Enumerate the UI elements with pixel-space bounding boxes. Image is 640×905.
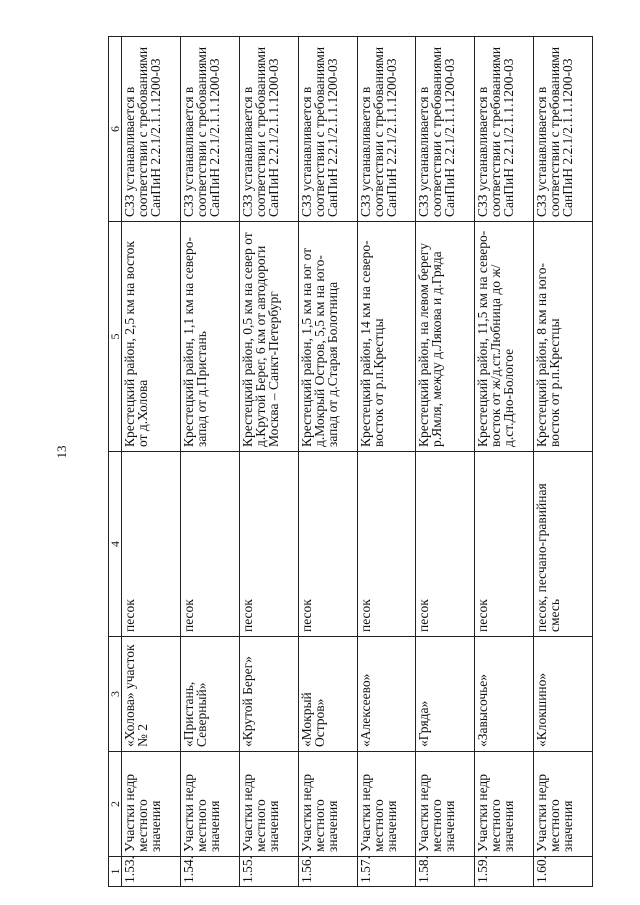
table-row [357,37,416,887]
rotated-table-container [108,37,593,887]
mineral-type: песок [475,452,534,637]
location: Крестецкий район, 14 км на северо-восток от р.п.Крестцы [357,222,416,452]
mineral-type: песок [298,452,357,637]
header-row [109,37,122,887]
row-number: 1.56. [298,857,357,887]
table-row [416,37,475,887]
table-row [298,37,357,887]
row-number: 1.59. [475,857,534,887]
row-number: 1.60. [534,857,593,887]
deposit-name: «Алексеево» [357,637,416,752]
location: Крестецкий район, 2,5 км на восток от д.Холова [122,222,181,452]
deposit-name: «Пристань, Северный» [180,637,239,752]
column-header: 3 [109,637,122,752]
sanitary-zone: СЗЗ устанавливается в соответствии с требованиями СанПиН 2.2.1/2.1.1.1200-03 [239,37,298,222]
object-type: Участки недр местного значения [122,752,181,857]
location: Крестецкий район, 0,5 км на север от д.Крутой Берег, 6 км от автодороги Москва – Санкт-Петербург [239,222,298,452]
object-type: Участки недр местного значения [298,752,357,857]
location: Крестецкий район, на левом берегу р.Ямля, между д.Лякова и д.Гряда [416,222,475,452]
table-row [534,37,593,887]
column-header: 5 [109,222,122,452]
sanitary-zone: СЗЗ устанавливается в соответствии с требованиями СанПиН 2.2.1/2.1.1.1200-03 [416,37,475,222]
table-row [180,37,239,887]
deposits-table [108,36,593,887]
mineral-type: песок [122,452,181,637]
row-number: 1.58. [416,857,475,887]
sanitary-zone: СЗЗ устанавливается в соответствии с требованиями СанПиН 2.2.1/2.1.1.1200-03 [475,37,534,222]
sanitary-zone: СЗЗ устанавливается в соответствии с требованиями СанПиН 2.2.1/2.1.1.1200-03 [122,37,181,222]
mineral-type: песок [239,452,298,637]
sanitary-zone: СЗЗ устанавливается в соответствии с требованиями СанПиН 2.2.1/2.1.1.1200-03 [180,37,239,222]
column-header: 6 [109,37,122,222]
mineral-type: песок [416,452,475,637]
object-type: Участки недр местного значения [416,752,475,857]
sanitary-zone: СЗЗ устанавливается в соответствии с требованиями СанПиН 2.2.1/2.1.1.1200-03 [534,37,593,222]
deposit-name: «Холова» участок № 2 [122,637,181,752]
location: Крестецкий район, 8 км на юго-восток от р.п.Крестцы [534,222,593,452]
sanitary-zone: СЗЗ устанавливается в соответствии с требованиями СанПиН 2.2.1/2.1.1.1200-03 [298,37,357,222]
mineral-type: песок, песчано-гравийная смесь [534,452,593,637]
table-row [122,37,181,887]
deposit-name: «Крутой Берег» [239,637,298,752]
table-row [239,37,298,887]
mineral-type: песок [180,452,239,637]
object-type: Участки недр местного значения [475,752,534,857]
row-number: 1.54. [180,857,239,887]
mineral-type: песок [357,452,416,637]
column-header: 1 [109,857,122,887]
row-number: 1.53. [122,857,181,887]
deposit-name: «Завысочье» [475,637,534,752]
object-type: Участки недр местного значения [534,752,593,857]
location: Крестецкий район, 1,1 км на северо-запад от д.Пристань [180,222,239,452]
location: Крестецкий район, 11,5 км на северо-восток от ж/д.ст.Любница до ж/д.ст.Дно-Бологое [475,222,534,452]
page-number: 13 [54,445,69,459]
table-row [475,37,534,887]
row-number: 1.57. [357,857,416,887]
column-header: 2 [109,752,122,857]
deposit-name: «Клокшино» [534,637,593,752]
deposit-name: «Гряда» [416,637,475,752]
deposit-name: «Мокрый Остров» [298,637,357,752]
object-type: Участки недр местного значения [239,752,298,857]
object-type: Участки недр местного значения [180,752,239,857]
column-header: 4 [109,452,122,637]
location: Крестецкий район, 1,5 км на юг от д.Мокрый Остров, 5,5 км на юго-запад от д.Старая Болотница [298,222,357,452]
sanitary-zone: СЗЗ устанавливается в соответствии с требованиями СанПиН 2.2.1/2.1.1.1200-03 [357,37,416,222]
object-type: Участки недр местного значения [357,752,416,857]
row-number: 1.55. [239,857,298,887]
